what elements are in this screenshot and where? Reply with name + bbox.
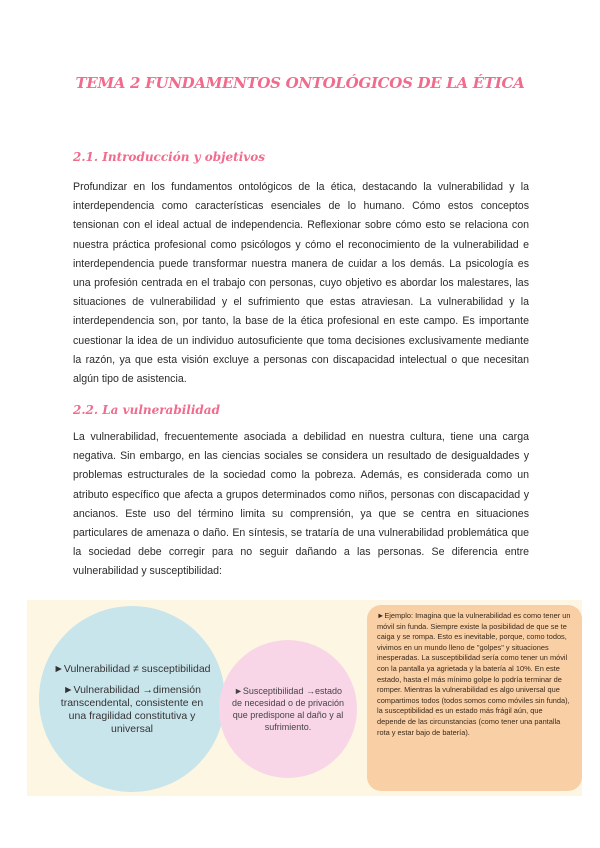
susceptibility-definition-text: ►Susceptibilidad →estado de necesidad o de privación que predispone al daño y al sufrimiento. [231,686,345,732]
concept-diagram [27,600,582,796]
vulnerability-definition-text: ►Vulnerabilidad →dimensión transcendental, consistente en una fragilidad constitutiva y universal [60,683,204,735]
example-box [367,605,582,791]
vulnerability-circle [39,606,225,792]
section-heading-intro: 2.1. Introducción y objetivos [73,150,265,164]
vulnerability-inequality-text: ►Vulnerabilidad ≠ susceptibilidad [53,662,211,675]
susceptibility-circle [219,640,357,778]
example-text: ►Ejemplo: Imagina que la vulnerabilidad es como tener un móvil sin funda. Siempre existe la posibilidad de que se te caiga y se rompa. Esto es inevitable, porque, como todos, vivimos en un mundo lleno de "golpes" y situaciones inesperadas. La susceptibilidad sería como tener un móvil con la pantalla ya agrietada y la batería al 10%. En este estado, hasta el más mínimo golpe lo podría terminar de romper. Mientras la vulnerabilidad es algo universal que compartimos todos (todos somos como móviles sin funda), la susceptibilidad es un estado más frágil aún, que depende de las circunstancias (como tener una pantalla rota y estar bajo de batería). [377,611,571,737]
section-heading-vulnerability: 2.2. La vulnerabilidad [73,403,220,417]
section-paragraph-vulnerability: La vulnerabilidad, frecuentemente asociada a debilidad en nuestra cultura, tiene una carga negativa. Sin embargo, en las ciencias sociales se considera un resultado de desigualdades y problemas estructurales de la sociedad como la pobreza. Además, es considerada como un atributo específico que afecta a grupos determinados como niños, personas con discapacidad y ancianos. Este uso del término limita su comprensión, ya que se centra en situaciones particulares de amenaza o daño. En síntesis, se trataría de una vulnerabilidad problemática que la sociedad debe corregir para no seguir dañando a las personas. Se diferencia entre vulnerabilidad y susceptibilidad: [73,431,529,578]
page-title: TEMA 2 FUNDAMENTOS ONTOLÓGICOS DE LA ÉTICA [75,74,525,92]
section-paragraph-intro: Profundizar en los fundamentos ontológicos de la ética, destacando la vulnerabilidad y la interdependencia como características esenciales de lo humano. Cómo estos conceptos tensionan con el ideal actual de independencia. Reflexionar sobre cómo esto se relaciona con nuestra práctica profesional como psicólogos y cómo el reconocimiento de la vulnerabilidad e interdependencia puede transformar nuestra manera de cuidar a los demás. La psicología es una profesión centrada en el trabajo con personas, cuyo objetivo es abordar los malestares, las situaciones de vulnerabilidad y el sufrimiento que estas atraviesan. La vulnerabilidad y la interdependencia son, por tanto, la base de la ética profesional en este campo. Es importante cuestionar la idea de un individuo autosuficiente que toma decisiones exclusivamente mediante la razón, ya que esta visión excluye a personas con discapacidad intelectual o que necesitan algún tipo de asistencia. [73,181,529,386]
